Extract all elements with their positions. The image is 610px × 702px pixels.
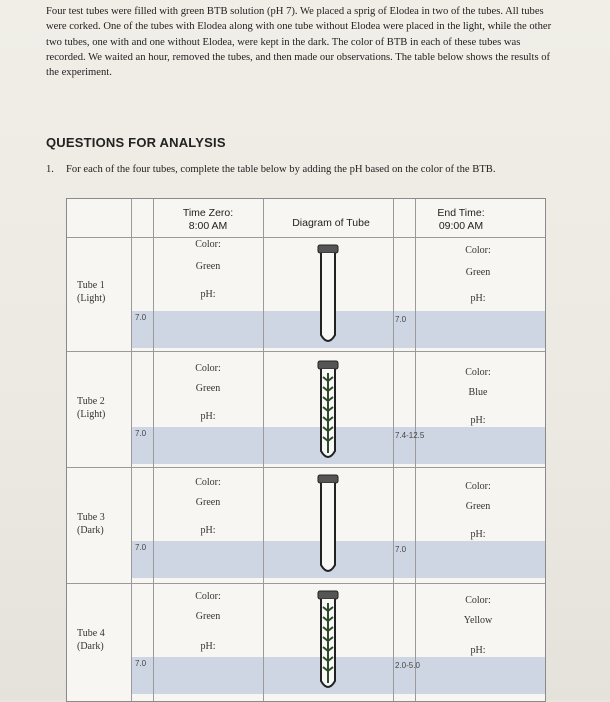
tube-condition: (Dark) [77,641,104,652]
row-label-tube-1 [77,279,105,305]
start-ph-value: 7.0 [135,543,147,552]
start-color-value: Green [195,261,221,272]
tube-name: Tube 4 [77,628,105,639]
start-ph-label: pH: [200,411,216,422]
start-color-value: Green [195,383,221,394]
question-1 [46,162,556,177]
questions-heading: QUESTIONS FOR ANALYSIS [46,135,226,150]
end-color-value: Green [465,267,491,278]
elodea-tube-icon [317,589,339,693]
row-label-tube-3 [77,511,105,537]
end-color-value: Yellow [463,615,493,626]
intro-paragraph: Four test tubes were filled with green BTB solution (pH 7). We placed a sprig of Elodea in two of the tubes. All tubes were corked. One of the tubes with Elodea along with one tube without Elodea were placed in the light, while the other two tubes, one with and one without Elodea, were kept in the dark. The color of BTB in each of these tubes was recorded. We waited an hour, removed the tubes, and then made our observations. The table below shows the results of the experiment. [46,6,552,79]
start-ph-label: pH: [200,641,216,652]
header-time-zero [163,207,253,233]
start-color-label: Color: [195,363,221,374]
end-ph-label: pH: [470,293,486,304]
header-diagram: Diagram of Tube [292,217,370,229]
empty-tube-icon [317,473,339,577]
tube-name: Tube 3 [77,512,105,523]
row-label-tube-2 [77,395,105,421]
start-ph-label: pH: [200,525,216,536]
elodea-tube-icon [317,359,339,463]
header-end-time [411,207,511,233]
start-ph-value: 7.0 [135,313,147,322]
question-number: 1. [46,164,54,175]
row-label-tube-4 [77,627,105,653]
end-color-label: Color: [465,481,491,492]
end-ph-label: pH: [470,645,486,656]
results-table [66,198,546,702]
tube-name: Tube 2 [77,396,105,407]
end-ph-value: 7.4-12.5 [395,431,425,440]
end-color-label: Color: [465,595,491,606]
tube-condition: (Light) [77,293,106,304]
end-ph-label: pH: [470,415,486,426]
end-ph-value: 7.0 [395,315,407,324]
end-color-value: Green [465,501,491,512]
header-end-label: End Time: [437,207,485,219]
end-ph-value: 7.0 [395,545,407,554]
empty-tube-icon [317,243,339,347]
tube-name: Tube 1 [77,280,105,291]
start-color-value: Green [195,611,221,622]
start-ph-value: 7.0 [135,429,147,438]
end-ph-value: 2.0-5.0 [395,661,420,670]
end-color-label: Color: [465,245,491,256]
header-time-zero-time: 8:00 AM [188,220,228,232]
end-ph-label: pH: [470,529,486,540]
tube-condition: (Light) [77,409,106,420]
header-end-time: 09:00 AM [438,220,484,232]
start-color-label: Color: [195,591,221,602]
start-color-label: Color: [195,477,221,488]
start-ph-value: 7.0 [135,659,147,668]
start-ph-label: pH: [200,289,216,300]
question-text: For each of the four tubes, complete the table below by adding the pH based on the color of the BTB. [66,164,496,175]
header-time-zero-label: Time Zero: [182,207,234,219]
start-color-value: Green [195,497,221,508]
end-color-value: Blue [468,387,488,398]
tube-condition: (Dark) [77,525,104,536]
start-color-label: Color: [195,239,221,250]
end-color-label: Color: [465,367,491,378]
